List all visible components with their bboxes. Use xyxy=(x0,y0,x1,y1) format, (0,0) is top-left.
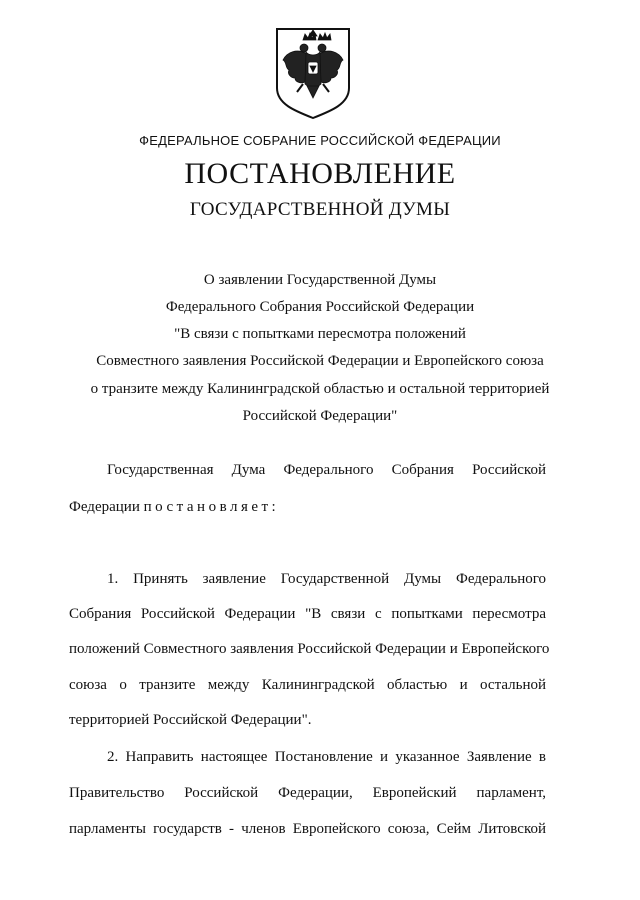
item1-line: территорией Российской Федерации". xyxy=(69,712,312,728)
document-subtitle: ГОСУДАРСТВЕННОЙ ДУМЫ xyxy=(189,199,451,220)
subject-line: Федерального Собрания Российской Федерации xyxy=(165,299,475,315)
item2-line: парламенты государств - членов Европейского союза, Сейм Литовской xyxy=(69,821,546,837)
item1-line: союза о транзите между Калининградской областью и остальной xyxy=(69,677,546,693)
subject-line: о транзите между Калининградской областью и остальной территорией xyxy=(90,381,550,397)
organization-title: ФЕДЕРАЛЬНОЕ СОБРАНИЕ РОССИЙСКОЙ ФЕДЕРАЦИИ xyxy=(139,133,501,148)
subject-line: Совместного заявления Российской Федерации и Европейского союза xyxy=(96,353,544,369)
subject-line: Российской Федерации" xyxy=(242,408,398,424)
item2-line: 2. Направить настоящее Постановление и указанное Заявление в xyxy=(107,749,546,765)
subject-line: О заявлении Государственной Думы xyxy=(203,272,437,288)
coat-of-arms-icon xyxy=(273,26,353,120)
preamble-line: Государственная Дума Федерального Собрания Российской xyxy=(107,462,546,478)
item1-line: положений Совместного заявления Российской Федерации и Европейского xyxy=(69,641,550,657)
document-type-title: ПОСТАНОВЛЕНИЕ xyxy=(184,157,456,190)
subject-line: "В связи с попытками пересмотра положений xyxy=(174,326,466,342)
item1-line: 1. Принять заявление Государственной Думы Федерального xyxy=(107,571,546,587)
item2-line: Правительство Российской Федерации, Европейский парламент, xyxy=(69,785,546,801)
preamble-decree-word: постановляет: xyxy=(143,499,280,515)
preamble-line xyxy=(69,498,279,516)
item1-line: Собрания Российской Федерации "В связи с попытками пересмотра xyxy=(69,606,546,622)
preamble-prefix: Федерации xyxy=(69,499,140,515)
